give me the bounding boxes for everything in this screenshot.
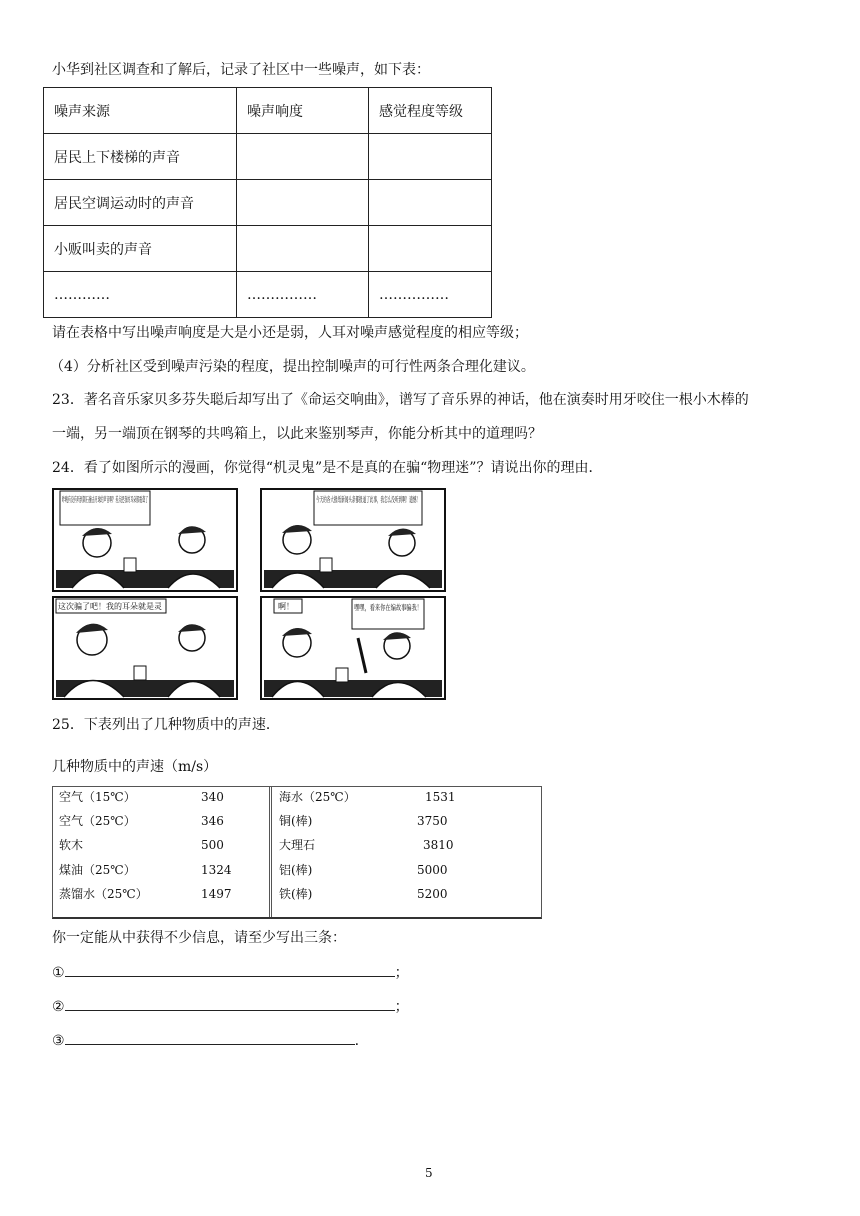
speed-value: 346 bbox=[201, 814, 224, 828]
header-cell: 噪声响度 bbox=[237, 88, 369, 134]
bubble-text bbox=[62, 494, 148, 504]
table-cell bbox=[237, 134, 369, 180]
question-22-part-4: （4）分析社区受到噪声污染的程度，提出控制噪声的可行性两条合理化建议。 bbox=[50, 359, 535, 375]
table-cell: …………… bbox=[237, 272, 369, 318]
answer-end: . bbox=[354, 1033, 360, 1049]
medium-name: 铝(棒) bbox=[279, 863, 313, 877]
table-row bbox=[44, 180, 492, 226]
table-cell: 居民空调运动时的声音 bbox=[44, 180, 237, 226]
speed-value: 3810 bbox=[423, 838, 454, 852]
medium-name: 大理石 bbox=[279, 838, 316, 852]
answer-line-3 bbox=[52, 1030, 359, 1051]
comic-strip bbox=[52, 488, 452, 701]
table-cell bbox=[369, 180, 492, 226]
answer-blank[interactable] bbox=[65, 996, 395, 1011]
answer-marker: ② bbox=[52, 999, 65, 1015]
table-instruction: 请在表格中写出噪声响度是大是小还是弱，人耳对噪声感觉程度的相应等级； bbox=[52, 325, 528, 341]
table-cell bbox=[369, 226, 492, 272]
answer-blank[interactable] bbox=[65, 962, 395, 977]
header-cell: 感觉程度等级 bbox=[369, 88, 492, 134]
table-cell bbox=[369, 134, 492, 180]
medium-name: 铜(棒) bbox=[279, 814, 313, 828]
medium-name: 煤油（25℃） bbox=[59, 863, 136, 877]
comic-panel-1 bbox=[53, 489, 237, 591]
table-cell bbox=[237, 226, 369, 272]
speed-table-caption: 几种物质中的声速（m/s） bbox=[52, 759, 218, 775]
intro-text: 小华到社区调查和了解后，记录了社区中一些噪声，如下表： bbox=[52, 62, 430, 78]
speed-value: 1324 bbox=[201, 863, 232, 877]
question-25-prompt: 你一定能从中获得不少信息，请至少写出三条： bbox=[52, 930, 346, 946]
page-number: 5 bbox=[425, 1166, 433, 1180]
comic-panel-2 bbox=[261, 489, 445, 591]
table-row bbox=[44, 272, 492, 318]
table-cell: ………… bbox=[44, 272, 237, 318]
medium-name: 空气（15℃） bbox=[59, 790, 136, 804]
column-divider bbox=[269, 787, 272, 917]
speed-value: 1531 bbox=[425, 790, 456, 804]
answer-line-2 bbox=[52, 996, 409, 1017]
speed-value: 1497 bbox=[201, 887, 232, 901]
table-header-row bbox=[44, 88, 492, 134]
bubble-text: 啊！ bbox=[278, 602, 294, 611]
sound-speed-table bbox=[52, 786, 542, 919]
question-23-line-1: 23．著名音乐家贝多芬失聪后却写出了《命运交响曲》，谱写了音乐界的神话，他在演奏时用牙咬住一根小木棒的 bbox=[52, 392, 749, 408]
speed-value: 3750 bbox=[417, 814, 448, 828]
question-23-line-2: 一端，另一端顶在钢琴的共鸣箱上，以此来鉴别琴声，你能分析其中的道理吗？ bbox=[52, 426, 542, 442]
answer-line-1 bbox=[52, 962, 409, 983]
table-cell: 居民上下楼梯的声音 bbox=[44, 134, 237, 180]
answer-end: ； bbox=[394, 999, 409, 1015]
bubble-text bbox=[316, 494, 420, 505]
table-cell: 小贩叫卖的声音 bbox=[44, 226, 237, 272]
answer-marker: ① bbox=[52, 965, 65, 981]
answer-end: ； bbox=[394, 965, 409, 981]
speed-value: 5000 bbox=[417, 863, 448, 877]
answer-blank[interactable] bbox=[65, 1030, 355, 1045]
medium-name: 软木 bbox=[59, 838, 84, 852]
question-24: 24．看了如图所示的漫画，你觉得“机灵鬼”是不是真的在骗“物理迷”？请说出你的理由． bbox=[52, 460, 603, 476]
medium-name: 铁(棒) bbox=[279, 887, 313, 901]
comic-panel-4 bbox=[261, 597, 452, 699]
comic-panel-3 bbox=[53, 597, 237, 699]
question-25: 25．下表列出了几种物质中的声速． bbox=[52, 717, 280, 733]
speed-value: 340 bbox=[201, 790, 224, 804]
table-row bbox=[44, 134, 492, 180]
table-row bbox=[44, 226, 492, 272]
header-cell: 噪声来源 bbox=[44, 88, 237, 134]
answer-marker: ③ bbox=[52, 1033, 65, 1049]
speed-value: 5200 bbox=[417, 887, 448, 901]
bubble-text: 这次骗了吧！我的耳朵就是灵 bbox=[58, 602, 162, 611]
table-cell bbox=[237, 180, 369, 226]
bubble-text: 嘿嘿，看来你在编故事骗我！ bbox=[354, 603, 452, 612]
medium-name: 海水（25℃） bbox=[279, 790, 356, 804]
noise-survey-table bbox=[43, 87, 492, 318]
table-cell: …………… bbox=[369, 272, 492, 318]
medium-name: 空气（25℃） bbox=[59, 814, 136, 828]
speed-value: 500 bbox=[201, 838, 224, 852]
medium-name: 蒸馏水（25℃） bbox=[59, 887, 148, 901]
